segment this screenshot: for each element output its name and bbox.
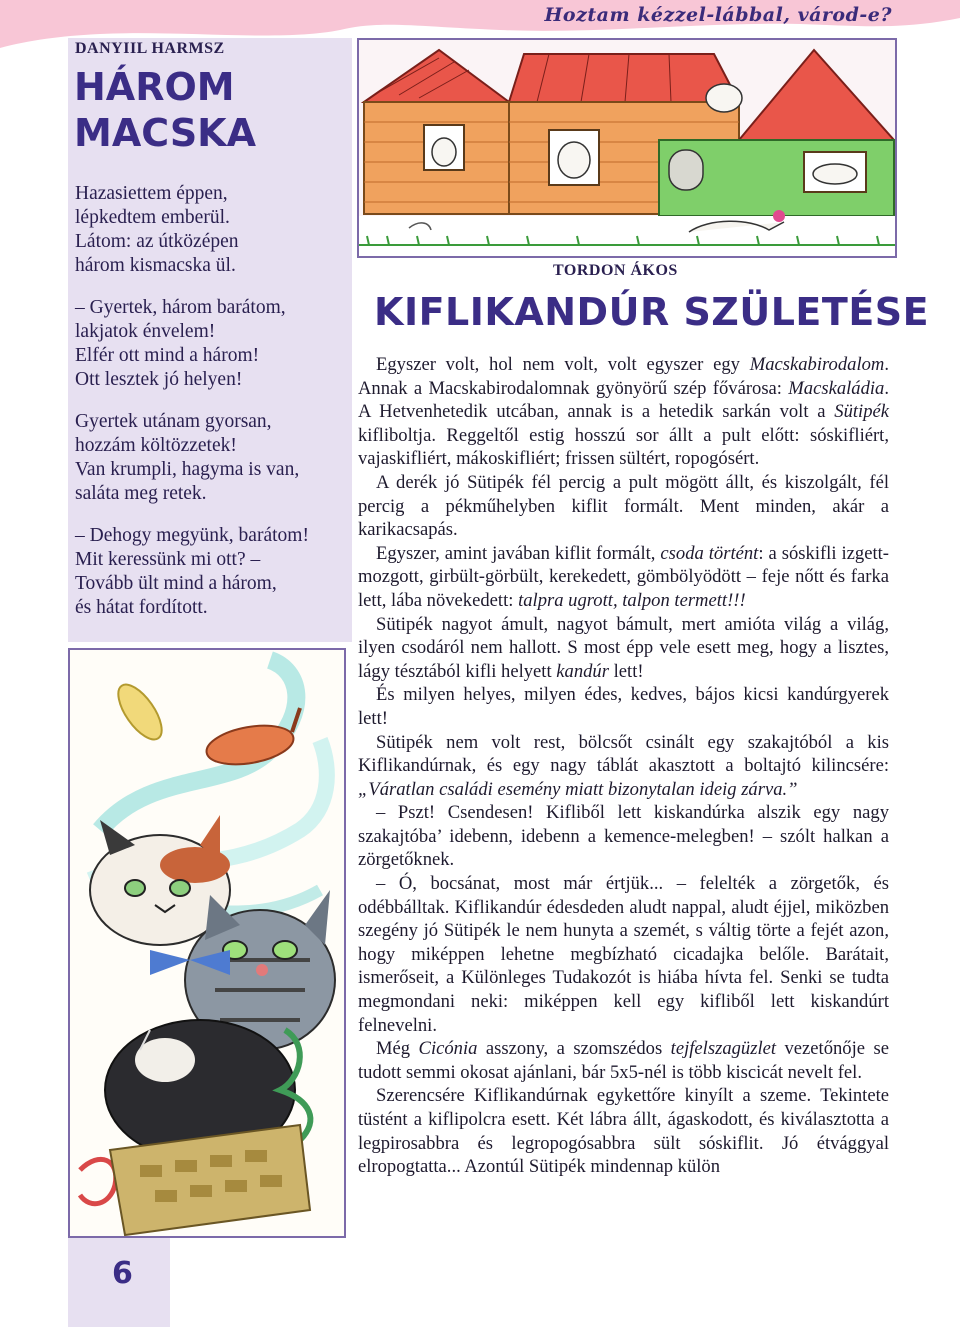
houses-with-cats-illustration [357, 38, 897, 258]
story-paragraph [358, 471, 889, 542]
three-cats-illustration [68, 648, 346, 1238]
text-run: Még [376, 1038, 419, 1060]
text-run: Sütipék nem volt rest, bölcsőt csinált egy szakajtóból a kis Kiflikandúrnak, és egy nagy táblát akasztott a boltajtó kilincsére: [358, 731, 889, 777]
poem-title [74, 64, 344, 156]
text-run: kifliboltja. Reggeltől estig hosszú sor állt a pult előtt: sóskifliért, vajaskifliért, mákoskifliért; frissen sültért, ropogósért. [358, 424, 889, 470]
text-run: vezetőnője se tudott semmi okosat ajánlani, bár 5x5-nél is több kiscicát nevelt fel. [358, 1038, 889, 1083]
poem-line: és hátat fordított. [75, 597, 208, 618]
story-paragraph [358, 613, 889, 684]
text-run: Sütipék nagyot ámult, nagyot bámult, mert amióta világ a világ, ilyen csodáról nem hallott. S most épp vele esett meg, hogy a lisztes, lágy tésztából kifli helyett [358, 613, 889, 682]
italic-run: csoda történt [660, 542, 759, 564]
italic-run: „Váratlan családi esemény miatt bizonytalan ideig zárva.” [358, 778, 798, 800]
story-body [358, 353, 889, 1179]
poem-line: Elfér ott mind a három! [75, 345, 260, 366]
poem-line: lépkedtem emberül. [75, 207, 230, 228]
italic-run: talpra ugrott, talpon termett!!! [518, 589, 746, 611]
story-paragraph [358, 872, 889, 1037]
poem-line: – Dehogy megyünk, barátom! [75, 525, 309, 546]
poem-line: Hazasiettem éppen, [75, 183, 228, 204]
story-paragraph [358, 353, 889, 471]
text-run: – Pszt! Csendesen! Kifliből lett kiskandúrka alszik egy nagy szakajtóba’ idebenn, idebenn a kemence-melegben! – szólt halkan a zörgetőknek. [358, 802, 889, 871]
story-paragraph [358, 1037, 889, 1084]
text-run: . Annak a Macskabirodalomnak gyönyörű szép fővárosa: [358, 354, 889, 399]
story-paragraph [358, 683, 889, 730]
poem-line: három kismacska ül. [75, 255, 236, 276]
text-run: lett! [608, 660, 644, 682]
story-paragraph [358, 1084, 889, 1178]
poem-stanza [75, 410, 355, 506]
story-paragraph [358, 542, 889, 613]
poem-stanza [75, 182, 355, 278]
poem-line: lakjatok énvelem! [75, 321, 216, 342]
poem-line: Van krumpli, hagyma is van, [75, 459, 300, 480]
text-run: És milyen helyes, milyen édes, kedves, bájos kicsi kandúrgyerek lett! [358, 684, 889, 729]
poem-line: Mit keressünk mi ott? – [75, 549, 261, 570]
italic-run: Macskabirodalom [749, 354, 885, 375]
poem-line: Ott lesztek jó helyen! [75, 369, 243, 390]
italic-run: Macskaládia [788, 377, 885, 399]
poem-stanza [75, 524, 355, 620]
poem-line: Látom: az útközépen [75, 231, 239, 252]
poem-title-line: HÁROM [74, 65, 235, 109]
poem-line: hozzám költözzetek! [75, 435, 237, 456]
story-title: KIFLIKANDÚR SZÜLETÉSE [374, 290, 930, 334]
text-run: A derék jó Sütipék fél percig a pult mögött állt, és kiszolgált, fél percig a pékműhelyben kiflit formált. Ment minden, akár a karikacsapás. [358, 471, 889, 541]
poem-line: Gyertek utánam gyorsan, [75, 411, 272, 432]
poem-title-line: MACSKA [74, 111, 257, 155]
poem-line: Tovább ült mind a három, [75, 573, 277, 594]
page-number: 6 [112, 1256, 133, 1291]
poem-stanza [75, 296, 355, 392]
story-author: TORDON ÁKOS [553, 262, 678, 279]
italic-run: Cicónia [418, 1038, 478, 1060]
text-run: asszony, a szomszédos [477, 1038, 671, 1060]
text-run: Egyszer volt, hol nem volt, volt egyszer egy [376, 354, 750, 375]
text-run: . A Hetvenhetedik utcában, annak is a hetedik sarkán volt a [358, 377, 889, 423]
story-paragraph [358, 801, 889, 872]
text-run: – Ó, bocsánat, most már értjük... – felelték a zörgetők, és odébbálltak. Kiflikandúr édesdeden aludt nappal, aludt éjjel, miközben szegény jó Sütipék le nem hunyta a szemét, s váltig törte a fejét azon, hogy miképpen lehetne megbízható cicadajka belőle. Barátait, ismerőseit, a Különleges Tudakozót is hiába hívta fel. Senki se tudta megmondani neki: miképpen kell egy kifliből lett kiskandúrt felnevelni. [358, 873, 889, 1036]
poem-line: – Gyertek, három barátom, [75, 297, 286, 318]
italic-run: tejfelszagüzlet [670, 1038, 777, 1060]
poem-author: DANYIIL HARMSZ [75, 40, 225, 57]
italic-run: kandúr [556, 660, 609, 682]
italic-run: Sütipék [834, 401, 889, 423]
poem-body [75, 182, 355, 638]
text-run: Egyszer, amint javában kiflit formált, [376, 542, 661, 564]
poem-line: saláta meg retek. [75, 483, 207, 504]
running-head: Hoztam kézzel-lábbal, várod-e? [544, 4, 892, 26]
text-run: Szerencsére Kiflikandúrnak egykettőre kinyílt a szeme. Tekintete tüstént a kiflipolcra esett. Két lábra állt, ágaskodott, és kiválasztotta a legpirosabbra és legropogósabbra sült sóskiflit. Jó étvággyal elropogtatta... Azontúl Sütipék mindennap külön [358, 1085, 889, 1178]
text-run: : a sóskifli izgett-mozgott, girbült-görbült, kerekedett, gömbölyödött – feje nőtt és farka lett, lába növekedett: [358, 542, 889, 611]
story-paragraph [358, 731, 889, 802]
